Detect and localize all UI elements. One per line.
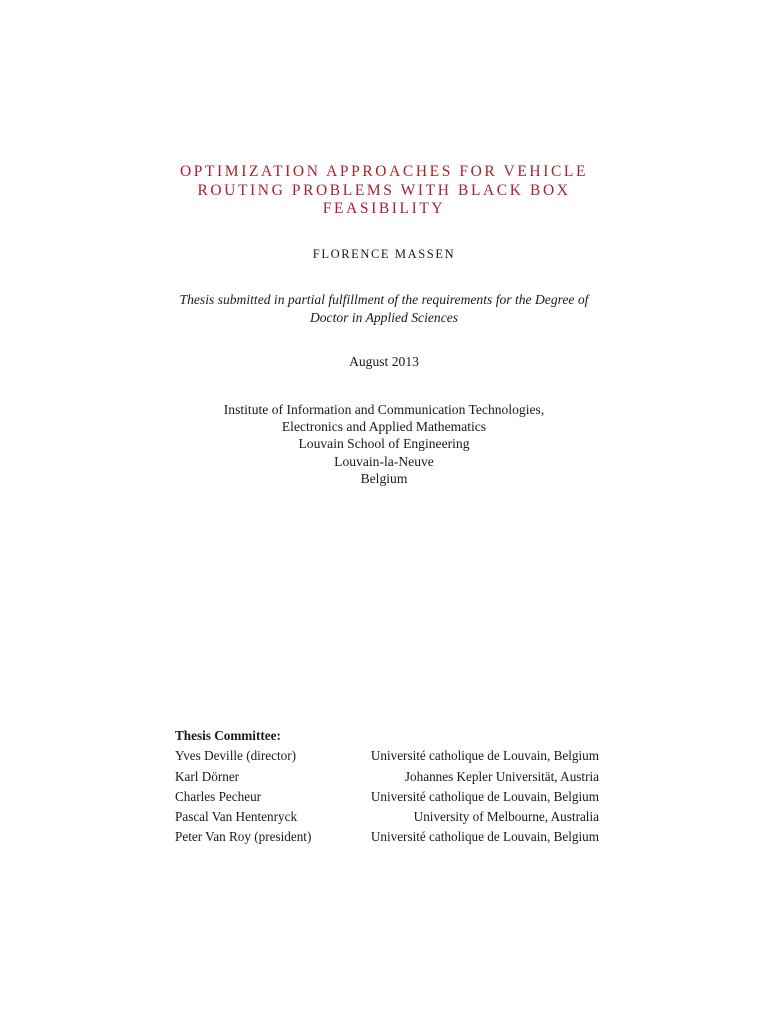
thesis-title xyxy=(84,163,684,219)
committee-member xyxy=(175,827,599,847)
member-affiliation: Johannes Kepler Universität, Austria xyxy=(404,768,599,784)
member-affiliation: Université catholique de Louvain, Belgium xyxy=(370,829,599,845)
member-name: Charles Pecheur xyxy=(175,788,262,804)
member-name: Karl Dörner xyxy=(175,768,240,784)
subtitle-line: Doctor in Applied Sciences xyxy=(309,309,459,325)
member-name: Pascal Van Hentenryck xyxy=(175,809,298,825)
thesis-committee xyxy=(175,726,599,848)
thesis-title-line: FEASIBILITY xyxy=(322,200,446,217)
institution-line: Louvain-la-Neuve xyxy=(334,453,434,469)
member-affiliation: University of Melbourne, Australia xyxy=(413,809,599,825)
committee-member xyxy=(175,787,599,807)
subtitle-line: Thesis submitted in partial fulfillment of the requirements for the Degree of xyxy=(179,292,589,307)
institution-line: Louvain School of Engineering xyxy=(298,436,470,452)
institution-block xyxy=(84,401,684,487)
member-name: Peter Van Roy (president) xyxy=(175,829,312,845)
member-name: Yves Deville (director) xyxy=(175,748,296,764)
institution-line: Institute of Information and Communication Technologies, xyxy=(223,402,545,417)
author-name: FLORENCE MASSEN xyxy=(312,247,456,261)
committee-heading: Thesis Committee: xyxy=(175,728,281,743)
thesis-title-line: OPTIMIZATION APPROACHES FOR VEHICLE xyxy=(179,163,589,180)
member-affiliation: Université catholique de Louvain, Belgium xyxy=(370,748,599,764)
committee-member xyxy=(175,746,599,766)
institution-line: Belgium xyxy=(360,470,408,486)
submission-date: August 2013 xyxy=(349,354,419,369)
member-affiliation: Université catholique de Louvain, Belgium xyxy=(370,788,599,804)
committee-member xyxy=(175,807,599,827)
institution-line: Electronics and Applied Mathematics xyxy=(281,419,487,435)
thesis-title-line: ROUTING PROBLEMS WITH BLACK BOX xyxy=(197,181,571,199)
committee-member xyxy=(175,767,599,787)
thesis-subtitle xyxy=(120,291,648,326)
